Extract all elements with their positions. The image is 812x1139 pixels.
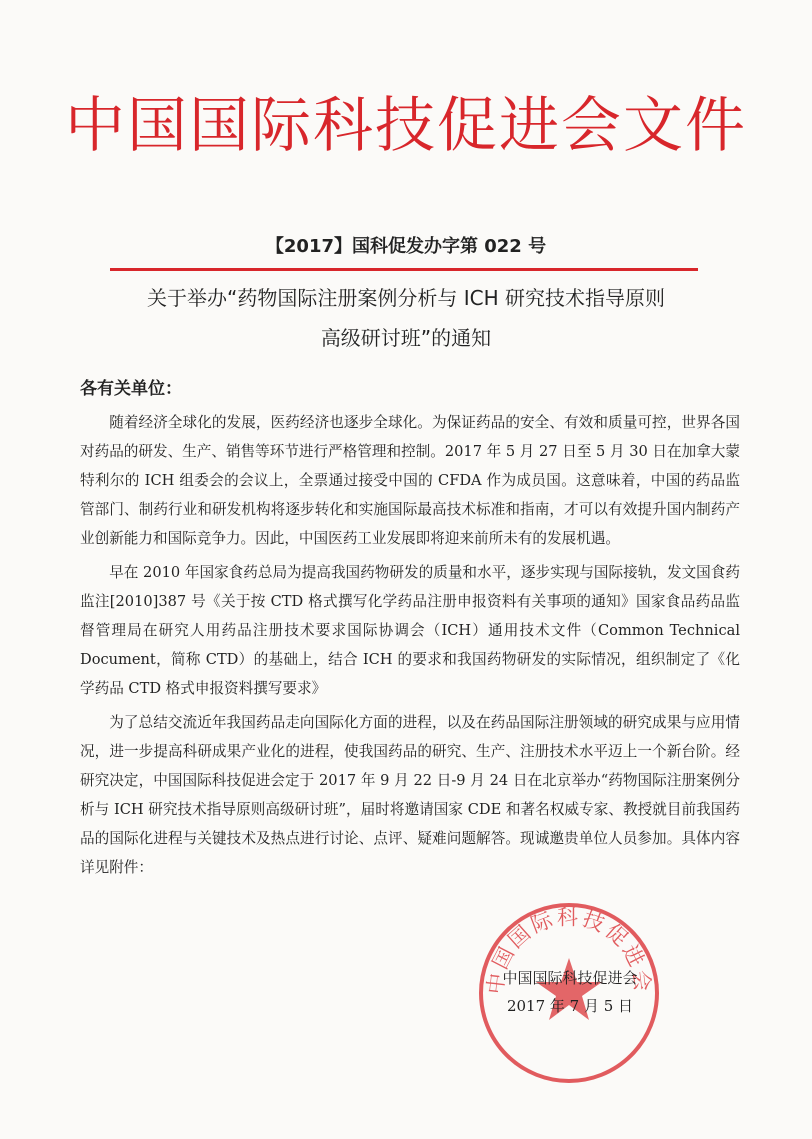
body-paragraph-1: 随着经济全球化的发展，医药经济也逐步全球化。为保证药品的安全、有效和质量可控，世界各国对药品的研发、生产、销售等环节进行严格管理和控制。2017 年 5 月 27 日至 5 月 30 日在加拿大蒙特利尔的 ICH 组委会的会议上，全票通过接受中国的 CFDA 作为成员国。这意味着，中国的药品监管部门、制药行业和研发机构将逐步转化和实施国际最高技术标准和指南，才可以有效提升国内制药产业创新能力和国际竞争力。因此，中国医药工业发展即将迎来前所未有的发展机遇。	[80, 414, 740, 547]
notice-body	[80, 408, 740, 887]
body-paragraph-3: 为了总结交流近年我国药品走向国际化方面的进程，以及在药品国际注册领域的研究成果与应用情况，进一步提高科研成果产业化的进程，使我国药品的研究、生产、注册技术水平迈上一个新台阶。经研究决定，中国国际科技促进会定于 2017 年 9 月 22 日-9 月 24 日在北京举办“药物国际注册案例分析与 ICH 研究技术指导原则高级研讨班”，届时将邀请国家 CDE 和著名权威专家、教授就目前我国药品的国际化进程与关键技术及热点进行讨论、点评、疑难问题解答。现诚邀贵单位人员参加。具体内容详见附件：	[80, 714, 740, 876]
subject-line-2: 高级研讨班”的通知	[320, 326, 492, 350]
red-divider-line	[110, 268, 698, 271]
letterhead-title: 中国国际科技促进会文件	[65, 91, 747, 161]
body-paragraph-2: 早在 2010 年国家食药总局为提高我国药物研发的质量和水平，逐步实现与国际接轨，发文国食药监注[2010]387 号《关于按 CTD 格式撰写化学药品注册申报资料有关事项的通知》国家食品药品监督管理局在研究人用药品注册技术要求国际协调会（ICH）通用技术文件（Common Technical Document，简称 CTD）的基础上，结合 ICH 的要求和我国药物研发的实际情况，组织制定了《化学药品 CTD 格式申报资料撰写要求》	[80, 564, 740, 697]
salutation: 各有关单位：	[80, 379, 182, 399]
document-number: 【2017】国科促发办字第 022 号	[265, 236, 547, 257]
signing-date: 2017 年 7 月 5 日	[506, 997, 634, 1015]
subject-line-1: 关于举办“药物国际注册案例分析与 ICH 研究技术指导原则	[147, 286, 665, 310]
signature-block	[470, 964, 670, 1020]
signing-organization: 中国国际科技促进会	[502, 969, 638, 987]
seal-text: 中国国际科技促进会	[483, 905, 655, 996]
notice-subject	[0, 278, 812, 358]
